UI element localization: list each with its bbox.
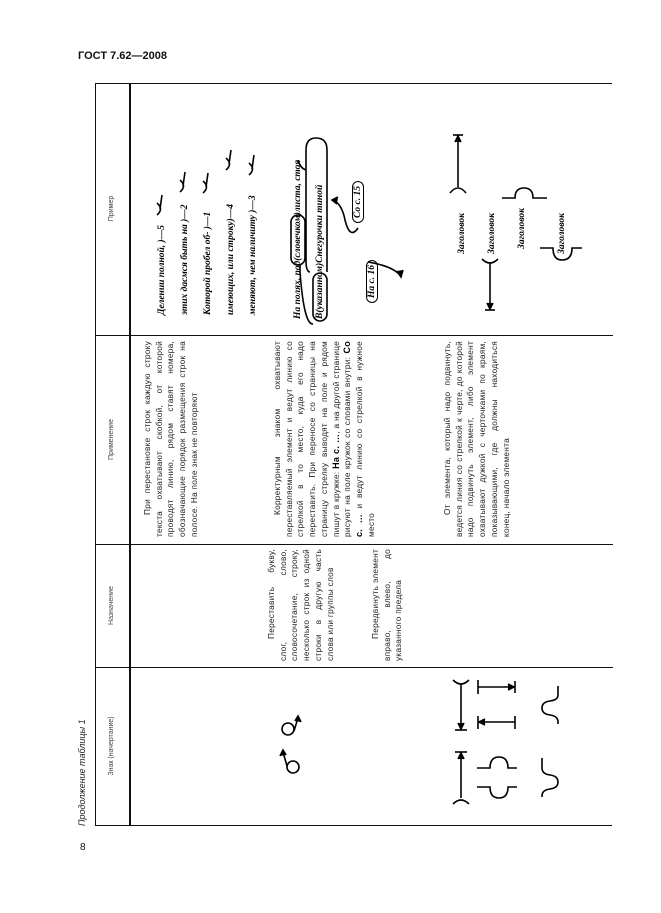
- example-heading-word: Заголовок: [557, 213, 567, 254]
- rotated-table-frame: [77, 83, 612, 826]
- row2-usage: Корректурным знаком охватывают переставляемый элемент и ведут линию со стрелкой в то место, куда его надо переставить. При переносе со страницы на страницу стрелку выводят на поле и рядом пишут в кружке: На с. …, а на другой странице рисуют на поле кружок со словами внутри: Со с. … и ведут линию со стрелкой в нужное место: [272, 340, 376, 537]
- column-header-sign: Знак (начертание): [108, 716, 115, 776]
- from-page-bubble: Со с. 15: [352, 181, 364, 223]
- column-divider: [96, 544, 613, 545]
- column-divider: [96, 335, 613, 336]
- row3-purpose: Передвинуть элемент вправо, влево, до указанного предела: [370, 549, 404, 661]
- column-header-purpose: Назначение: [108, 586, 115, 625]
- row1-example-line: Которой пробел об- )—1: [203, 211, 213, 315]
- table-caption: Продолжение таблицы 1: [77, 719, 87, 826]
- table-header-row: [96, 84, 131, 825]
- row1-usage: При перестановке строк каждую строку текста охватывают скобкой, от которой проводят линию, рядом ставят номера, обозначающие порядок размещения строк на полосе. На поле знак не повторяют: [142, 341, 199, 537]
- column-divider: [96, 667, 613, 668]
- row1-example-line: меняют, чем наличиту )—3: [248, 195, 258, 315]
- page-number: 8: [80, 842, 86, 853]
- row2-example-line: В(указанном)Снегурочки тиной: [315, 184, 325, 319]
- column-header-usage: Применение: [108, 419, 115, 460]
- column-header-example: Пример: [108, 195, 115, 222]
- row2-purpose: Переставить букву, слог, слово, словосочетание, строку, несколько строк из одной строки в другую часть слова или группы слов: [266, 549, 335, 661]
- document-header: ГОСТ 7.62—2008: [78, 50, 167, 62]
- row1-example-line: имеющих, или строку)—4: [226, 203, 236, 315]
- example-heading-word: Заголовок: [487, 213, 497, 254]
- row2-example-line: На полях, под(словечком)листа, стоя: [293, 159, 303, 319]
- row3-usage: От элемента, который надо подвинуть, ведется линия со стрелкой к черте, до которой надо подвинуть элемент, либо элемент охватывают дужкой с черточками по краям, показывающими, где должны находиться конец, начало элемента: [442, 341, 511, 537]
- to-page-bubble: На с. 16: [366, 260, 378, 303]
- example-heading-word: Заголовок: [517, 208, 527, 249]
- example-heading-word: Заголовок: [457, 213, 467, 254]
- row1-example-line: Делении полной, )—5: [157, 225, 167, 315]
- correction-marks-table: [95, 83, 612, 826]
- row1-example-line: этих дасмся быть на )—2: [180, 204, 190, 315]
